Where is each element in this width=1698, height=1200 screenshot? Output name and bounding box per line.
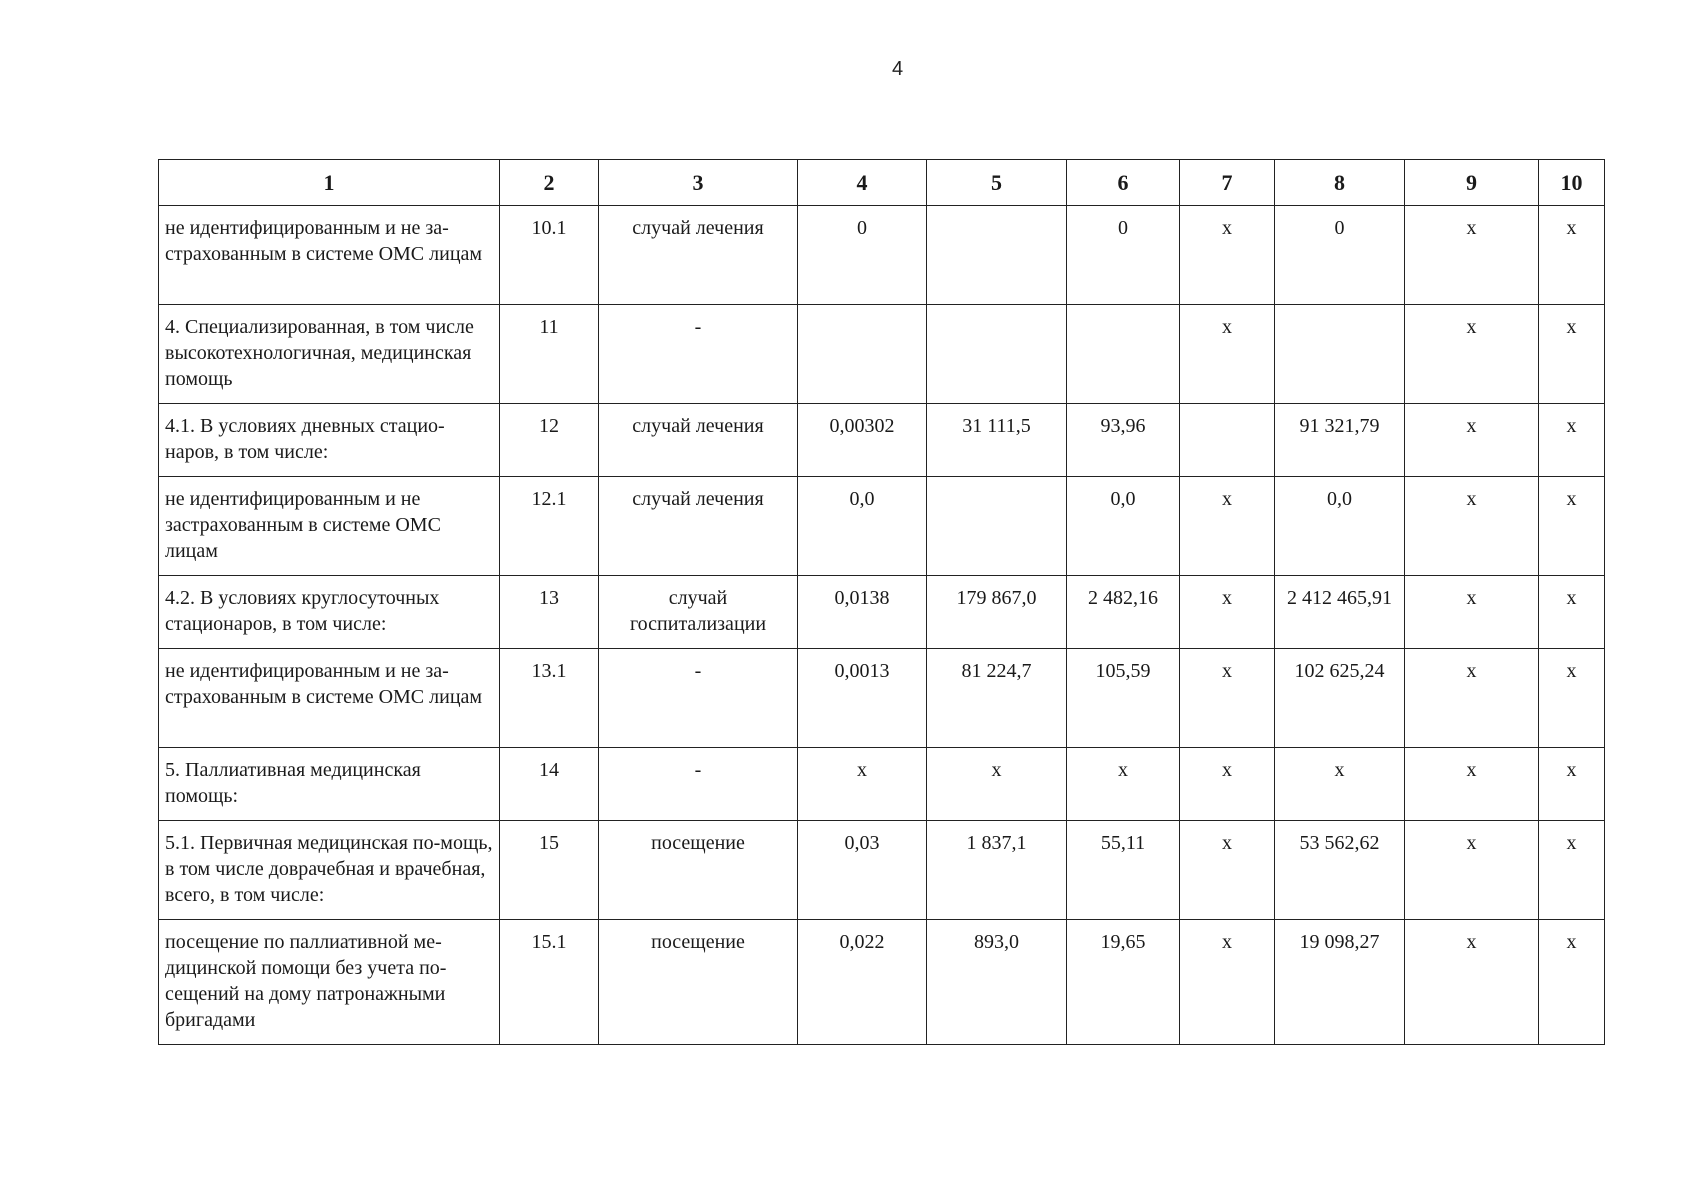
row-unit: случай лечения [599,477,798,576]
cell-col8: 19 098,27 [1275,920,1405,1045]
column-header: 3 [599,160,798,206]
table-row [159,649,1605,748]
cell-col4: 0 [798,206,927,305]
column-header: 10 [1539,160,1605,206]
cell-col5: 81 224,7 [927,649,1067,748]
cell-col7: х [1180,920,1275,1045]
cell-col7: х [1180,576,1275,649]
table-row [159,576,1605,649]
cell-col5 [927,477,1067,576]
cell-col6: х [1067,748,1180,821]
cell-col4: 0,0 [798,477,927,576]
cell-col7: х [1180,305,1275,404]
cell-col9: х [1405,305,1539,404]
table-row [159,305,1605,404]
cell-col10: х [1539,649,1605,748]
row-name: 4.1. В условиях дневных стацио-наров, в том числе: [159,404,500,477]
row-unit: - [599,748,798,821]
cell-col6: 0,0 [1067,477,1180,576]
row-name: посещение по паллиативной ме-дицинской помощи без учета по-сещений на дому патронажными бригадами [159,920,500,1045]
cell-col9: х [1405,404,1539,477]
cell-col10: х [1539,477,1605,576]
cell-col4 [798,305,927,404]
cell-col5: 179 867,0 [927,576,1067,649]
header-row [159,160,1605,206]
cell-col8 [1275,305,1405,404]
cell-col6: 2 482,16 [1067,576,1180,649]
cell-col6: 19,65 [1067,920,1180,1045]
cell-col6: 93,96 [1067,404,1180,477]
cell-col9: х [1405,206,1539,305]
cell-col8: 0,0 [1275,477,1405,576]
row-line-number: 12.1 [500,477,599,576]
cell-col7: х [1180,206,1275,305]
cell-col5: 893,0 [927,920,1067,1045]
cell-col6: 55,11 [1067,821,1180,920]
cell-col5 [927,305,1067,404]
cell-col9: х [1405,920,1539,1045]
row-line-number: 12 [500,404,599,477]
table-row [159,920,1605,1045]
cell-col6: 0 [1067,206,1180,305]
cell-col5: 31 111,5 [927,404,1067,477]
row-line-number: 13.1 [500,649,599,748]
row-name: не идентифицированным и не за-страхованным в системе ОМС лицам [159,649,500,748]
cell-col7: х [1180,748,1275,821]
row-unit: случай госпитализации [599,576,798,649]
cell-col7: х [1180,477,1275,576]
cell-col10: х [1539,576,1605,649]
table-row [159,748,1605,821]
cell-col4: 0,03 [798,821,927,920]
cell-col5: х [927,748,1067,821]
row-line-number: 15.1 [500,920,599,1045]
row-name: 5.1. Первичная медицинская по-мощь, в том числе доврачебная и врачебная, всего, в том числе: [159,821,500,920]
data-table [158,159,1605,1045]
cell-col9: х [1405,576,1539,649]
cell-col9: х [1405,477,1539,576]
table-row [159,477,1605,576]
table-row [159,821,1605,920]
row-unit: случай лечения [599,206,798,305]
table-row [159,206,1605,305]
cell-col8: 0 [1275,206,1405,305]
column-header: 8 [1275,160,1405,206]
cell-col10: х [1539,305,1605,404]
row-unit: случай лечения [599,404,798,477]
row-name: не идентифицированным и не застрахованным в системе ОМС лицам [159,477,500,576]
column-header: 2 [500,160,599,206]
column-header: 5 [927,160,1067,206]
row-line-number: 15 [500,821,599,920]
row-name: 4. Специализированная, в том числе высокотехнологичная, медицинская помощь [159,305,500,404]
cell-col4: 0,022 [798,920,927,1045]
cell-col6 [1067,305,1180,404]
cell-col4: 0,00302 [798,404,927,477]
cell-col4: х [798,748,927,821]
column-header: 1 [159,160,500,206]
cell-col7: х [1180,649,1275,748]
cell-col4: 0,0013 [798,649,927,748]
row-line-number: 14 [500,748,599,821]
column-header: 7 [1180,160,1275,206]
cell-col8: 2 412 465,91 [1275,576,1405,649]
cell-col9: х [1405,821,1539,920]
page-number: 4 [891,58,904,80]
row-name: 5. Паллиативная медицинская помощь: [159,748,500,821]
cell-col7 [1180,404,1275,477]
cell-col10: х [1539,748,1605,821]
row-line-number: 11 [500,305,599,404]
cell-col9: х [1405,748,1539,821]
cell-col4: 0,0138 [798,576,927,649]
cell-col7: х [1180,821,1275,920]
cell-col8: х [1275,748,1405,821]
column-header: 4 [798,160,927,206]
cell-col10: х [1539,404,1605,477]
cell-col8: 91 321,79 [1275,404,1405,477]
table-row [159,404,1605,477]
cell-col10: х [1539,821,1605,920]
row-unit: посещение [599,821,798,920]
cell-col5 [927,206,1067,305]
row-line-number: 10.1 [500,206,599,305]
cell-col9: х [1405,649,1539,748]
cell-col10: х [1539,206,1605,305]
cell-col5: 1 837,1 [927,821,1067,920]
cell-col6: 105,59 [1067,649,1180,748]
row-line-number: 13 [500,576,599,649]
cell-col10: х [1539,920,1605,1045]
column-header: 6 [1067,160,1180,206]
row-name: не идентифицированным и не за-страхованным в системе ОМС лицам [159,206,500,305]
column-header: 9 [1405,160,1539,206]
cell-col8: 53 562,62 [1275,821,1405,920]
row-unit: посещение [599,920,798,1045]
row-name: 4.2. В условиях круглосуточных стационаров, в том числе: [159,576,500,649]
row-unit: - [599,649,798,748]
row-unit: - [599,305,798,404]
cell-col8: 102 625,24 [1275,649,1405,748]
